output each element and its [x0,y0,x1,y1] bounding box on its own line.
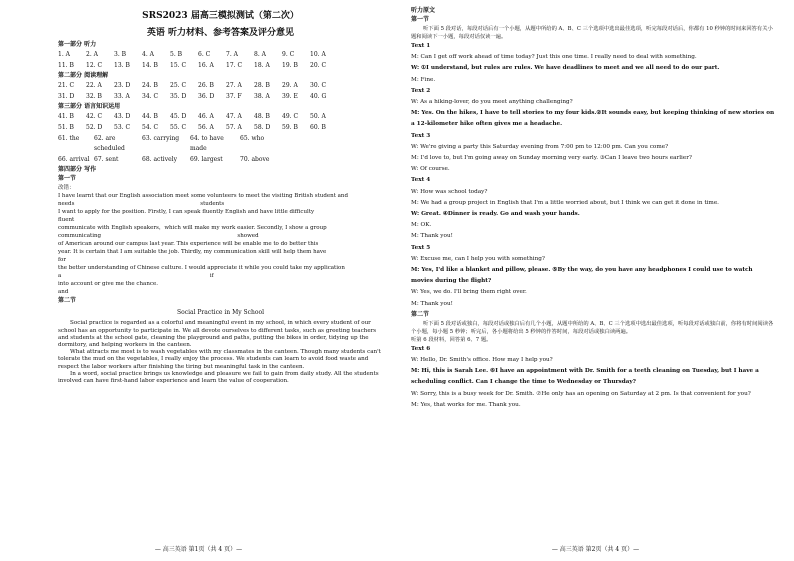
answer-cell: 13. B [114,61,130,69]
document-subtitle: 英语 听力材料、参考答案及评分意见 [146,28,295,38]
answer-cell: 21. C [58,82,75,90]
answer-cell: 44. B [142,113,158,121]
answer-cell: 50. A [310,113,326,121]
answer-cell: 4. A [142,51,154,58]
answer-cell: 55. C [170,123,187,131]
answer-cell: 35. D [170,92,187,100]
essay-line: and [58,289,69,296]
dialogue-line: W: ①I understand, but rules are rules. We have deadlines to meet and we all need to do our part. [411,65,720,72]
dialogue-line: W: Of course. [411,166,450,173]
essay-line: the better understanding of Chinese culture. I would appreciate it while you could take my application [58,265,345,272]
answer-cell: 18. A [254,61,270,69]
answer-cell: 42. C [86,113,103,121]
dialogue-line: M: Thank you! [411,300,453,307]
answer-cell: 14. B [142,61,158,69]
essay-paragraph: Social practice is regarded as a colorful and meaningful event in my school, in which every student of our school has an opportunity to participate in. We all devote ourselves to different tasks, such as greeting teachers and students at the school gate, cleaning the playground and paths, putting the bikes in order, tidying up the dormitory, and helping workers in the canteen. [58,320,377,348]
essay-line: communicating showed [58,233,259,240]
answer-cell: 10. A [310,51,326,58]
answer-cell: 52. D [86,123,103,131]
answer-cell: 31. D [58,92,75,100]
dialogue-line: M: Hi, this is Sarah Lee. ⑥I have an appointment with Dr. Smith for a teeth cleaning on Tuesday, but I have a scheduling conflict. Can I change the time to Wednesday or Thursday? [411,368,759,386]
dialogue-line: W: As a hiking-lover, do you meet anything challenging? [411,99,573,106]
essay-line: I have learnt that our English association meet some volunteers to meet the visiting British student and [58,193,348,200]
answer-cell: 40. G [310,92,327,100]
answer-cell: 57. A [226,123,242,131]
dialogue-line: M: We had a group project in English that I'm a little worried about, but I think we can get it done in time. [411,199,719,206]
answer-row [58,50,383,61]
essay-line: 改错： [58,185,75,192]
answer-row [58,81,383,92]
correction-essay [58,184,383,296]
answer-cell: 66. arrival [58,155,90,163]
dialogue-line: M: Yes, I'd like a blanket and pillow, please. ⑤By the way, do you have any headphones I could use to watch movies during the flight? [411,267,753,285]
answer-cell: 23. D [114,82,131,90]
transcript-heading: 听力原文 [411,7,436,14]
answer-cell: 6. C [198,51,211,58]
answer-cell: 54. C [142,123,159,131]
answer-cell: 19. B [282,61,298,69]
answer-cell: 43. D [114,113,131,121]
section1-heading: 第一节 [58,175,77,183]
dialogue-line: M: I'd love to, but I'm going away on Sunday morning very early. ③Can I leave two hours earlier? [411,155,692,162]
text-label: Text 2 [411,87,431,94]
answer-cell: 12. C [86,61,103,69]
essay-line: into account or give me the chance. [58,281,158,288]
essay-paragraph: What attracts me most is to wash vegetables with my classmates in the canteen. Though many students can't tolerate the mud on the vegetables, I really enjoy the process. We students can learn to avoid food waste and respect the labor workers after finishing the tiring but meaningful task in the canteen. [58,349,381,370]
answer-cell: 32. B [86,92,102,100]
answer-cell: 38. A [254,92,270,100]
answer-cell: 70. above [240,155,270,163]
dialogue-line: W: Yes, we do. I'll bring them right over. [411,289,527,296]
part3-fill-answers [58,134,383,166]
answer-cell: 64. to have made [190,134,224,153]
answer-cell: 62. are scheduled [94,134,125,153]
text-label: Text 5 [411,244,431,251]
essay-title: Social Practice in My School [176,309,264,317]
section2-instructions: 听下面 5 段对话或独白，每段对话或独白后有几个小题，从题中所给的 A、B、C 三个选项中选出最佳选项，听每段对话或独白前，你将有时间阅读各个小题，每小题 5 秒钟；听完后，各小题将给出 5 秒钟的作答时间，每段对话或独白读两遍。 [411,320,774,335]
answer-cell: 28. B [254,82,270,90]
dialogue-line: M: OK. [411,222,432,229]
answer-cell: 7. A [226,51,238,58]
answer-row [58,92,383,103]
answer-cell: 24. B [142,82,158,90]
dialogue-line: M: Fine. [411,76,436,83]
part2-answers [58,81,383,102]
transcript-section2: 第二节 [411,310,430,318]
answer-cell: 9. C [282,51,295,58]
answer-cell: 60. B [310,123,326,131]
answer-cell: 37. F [226,92,242,100]
essay-paragraph: In a word, social practice brings us knowledge and pleasure we fail to gain from daily study. All the students involved can have first-hand labor experience and learn the value of cooperation. [58,370,379,384]
answer-cell: 22. A [86,82,102,90]
answer-cell: 33. A [114,92,130,100]
dialogue-line: W: We're giving a party this Saturday evening from 7:00 pm to 12:00 pm. Can you come? [411,143,669,150]
part3-heading: 第三部分 语言知识运用 [58,103,121,111]
text-label: Text 1 [411,43,431,49]
answer-cell: 48. B [254,113,270,121]
transcript-lines-1 [411,41,776,310]
answer-cell: 68. actively [142,155,177,163]
essay-line: communicate with English speakers，which will make my work easier. Secondly, I show a group [58,225,327,232]
answer-cell: 46. A [198,113,214,121]
page-footer: — 高三英语 第1页（共 4 页）— [154,546,243,553]
essay-line: year. It is certain that I am suitable the job. Thirdly, my communication skill will help them have [58,249,327,256]
essay-line: fluent [58,217,75,224]
dialogue-line: W: Excuse me, can I help you with something? [411,255,545,262]
transcript-lines-2 [411,344,776,411]
dialogue-line: W: Hello, Dr. Smith's office. How may I help you? [411,357,553,364]
answer-cell: 65. who [240,134,265,142]
text-label: Text 4 [411,177,431,184]
page-footer: — 高三英语 第2页（共 4 页）— [551,546,640,553]
section2-note: 听第 6 段材料，回答第 6、7 题。 [411,336,492,343]
part4-heading: 第四部分 写作 [58,166,97,174]
document-title: SRS2023 届高三模拟测试（第二次） [142,11,299,21]
answer-cell: 45. D [170,113,187,121]
page-right [397,0,794,561]
dialogue-line: M: Thank you! [411,233,453,240]
answer-cell: 39. E [282,92,298,100]
answer-cell: 2. A [86,51,98,58]
answer-cell: 3. B [114,51,127,58]
answer-row [58,123,383,134]
section2-heading: 第二节 [58,297,77,305]
part3-answers [58,112,383,133]
answer-cell: 47. A [226,113,242,121]
dialogue-line: M: Yes, that works for me. Thank you. [411,401,521,408]
essay-line: a if [58,273,214,280]
text-label: Text 6 [411,345,431,352]
answer-cell: 51. B [58,123,74,131]
section1-instructions: 听下面 5 段对话，每段对话后有一个小题，从题中所给的 A、B、C 三个选项中选出最佳选项，听完每段对话后，你都有 10 秒钟的时间来回答有关小题和阅读下一小题，每段对话仅读一遍。 [411,26,773,40]
answer-cell: 16. A [198,61,214,69]
answer-cell: 36. D [198,92,215,100]
essay-line: of American around our campus last year. This experience will be enable me to do better this [58,241,319,248]
transcript-section1: 第一节 [411,16,430,23]
answer-cell: 8. A [254,51,266,58]
answer-cell: 17. C [226,61,243,69]
answer-cell: 20. C [310,61,327,69]
answer-cell: 69. largest [190,155,223,163]
answer-row [58,61,383,72]
answer-row [58,112,383,123]
answer-cell: 67. sent [94,155,119,163]
essay-line: I want to apply for the position. Firstly, I can speak fluently English and have little difficulty [58,209,315,216]
answer-row [58,155,383,166]
answer-cell: 1. A [58,51,70,58]
answer-cell: 59. B [282,123,298,131]
part1-answers [58,50,383,71]
answer-cell: 26. B [198,82,214,90]
dialogue-line: M: Yes. On the hikes, I have to tell stories to my four kids.②It sounds easy, but keeping thinking of new stories on a 12-kilometer hike often gives me a headache. [411,110,775,128]
answer-cell: 56. A [198,123,214,131]
answer-cell: 30. C [310,82,327,90]
dialogue-line: W: How was school today? [411,188,488,195]
essay-line: for [58,257,66,264]
answer-cell: 15. C [170,61,187,69]
answer-cell: 5. B [170,51,183,58]
answer-cell: 34. C [142,92,159,100]
part1-heading: 第一部分 听力 [58,41,97,48]
answer-cell: 53. C [114,123,131,131]
answer-cell: 41. B [58,113,74,121]
answer-cell: 63. carrying [142,134,180,142]
dialogue-line: M: Can I get off work ahead of time today? Just this one time. I really need to deal with something. [411,54,697,61]
answer-cell: 11. B [58,61,74,69]
dialogue-line: W: Great. ④Dinner is ready. Go and wash your hands. [411,211,580,218]
answer-cell: 61. the [58,134,80,142]
answer-cell: 49. C [282,113,299,121]
dialogue-line: W: Sorry, this is a busy week for Dr. Smith. ⑦He only has an opening on Saturday at 2 pm. Is that convenient for you? [411,390,751,397]
answer-cell: 58. D [254,123,271,131]
sample-essay [58,320,383,385]
answer-row [58,134,383,155]
answer-cell: 29. A [282,82,298,90]
text-label: Text 3 [411,132,431,139]
essay-line: needs students [58,201,225,208]
answer-cell: 25. C [170,82,187,90]
answer-cell: 27. A [226,82,242,90]
part2-heading: 第二部分 阅读理解 [58,72,109,80]
